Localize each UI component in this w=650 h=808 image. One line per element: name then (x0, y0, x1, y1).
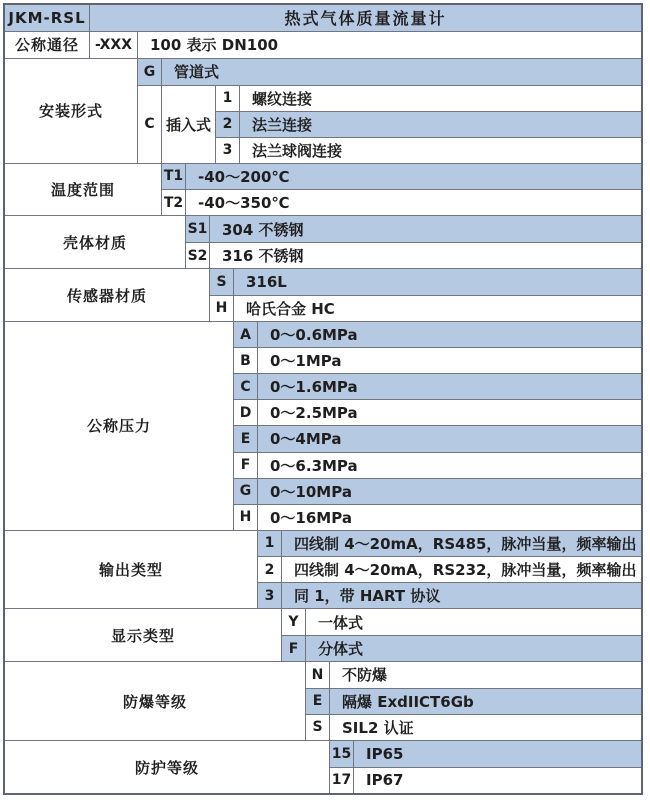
option-desc-cell: 法兰球阀连接 (252, 141, 343, 160)
option-desc-cell: -40～200℃ (198, 167, 290, 186)
option-desc-cell: 分体式 (318, 640, 364, 659)
table-row (234, 504, 641, 530)
section-label: 显示类型 (5, 609, 281, 661)
option-code-cell: G (234, 479, 258, 504)
table-row (138, 59, 641, 85)
option-desc-cell: 0～10MPa (270, 482, 352, 501)
section-label: 温度范围 (5, 164, 161, 216)
section-pressure (5, 321, 641, 529)
table-row (216, 137, 641, 163)
section-label: 传感器材质 (5, 269, 209, 321)
option-code-cell: 2 (258, 557, 282, 582)
option-code-cell: G (138, 59, 162, 85)
section-header (5, 5, 641, 31)
option-code-cell: 1 (216, 86, 240, 111)
section-install-type (5, 58, 641, 163)
option-desc-cell: IP67 (366, 771, 404, 790)
section-label: 防护等级 (5, 741, 329, 793)
table-row (162, 189, 641, 215)
section-explosion-rating (5, 661, 641, 740)
option-code-cell: 17 (330, 768, 354, 793)
option-code-cell: 3 (216, 138, 240, 163)
option-desc-cell: 316 不锈钢 (222, 247, 304, 266)
option-code-cell: H (210, 296, 234, 321)
table-row (234, 322, 641, 347)
option-code-cell: Y (282, 609, 306, 634)
option-desc-cell: 不防爆 (342, 666, 388, 685)
option-desc-cell: 四线制 4～20mA，RS485，脉冲当量，频率输出 (294, 534, 637, 553)
option-desc-cell: 0～1.6MPa (270, 378, 358, 397)
option-code-cell: T1 (162, 164, 186, 189)
section-housing-material (5, 215, 641, 268)
option-code-cell: N (306, 662, 330, 687)
option-desc-cell: 法兰连接 (252, 115, 313, 134)
option-desc-cell: IP65 (366, 744, 404, 763)
option-code-cell: 15 (330, 741, 354, 766)
table-row (306, 688, 641, 714)
table-row (210, 269, 641, 294)
option-code-cell: 3 (258, 583, 282, 608)
section-label: 防爆等级 (5, 662, 305, 740)
option-code-cell: T2 (162, 190, 186, 215)
section-label: 输出类型 (5, 531, 257, 609)
option-desc-cell: 0～6.3MPa (270, 456, 358, 475)
section-display-type (5, 608, 641, 661)
option-code-cell: H (234, 505, 258, 530)
option-code-cell: S (306, 715, 330, 740)
section-protection-rating (5, 740, 641, 793)
option-code-cell: F (282, 636, 306, 661)
option-desc-cell: 0～1MPa (270, 352, 342, 371)
option-code-cell: B (234, 348, 258, 373)
option-code-cell: A (234, 322, 258, 347)
spec-table (3, 3, 643, 795)
table-row (258, 531, 641, 556)
option-code-cell: S2 (186, 243, 210, 268)
table-row (90, 5, 641, 31)
section-temperature (5, 163, 641, 216)
table-row (210, 295, 641, 321)
option-desc-cell: 100 表示 DN100 (150, 36, 279, 55)
option-code-cell: S (210, 269, 234, 294)
product-title: 热式气体质量流量计 (284, 9, 447, 29)
option-code-cell: E (234, 426, 258, 451)
option-code-cell: C (234, 374, 258, 399)
option-desc-cell: 0～2.5MPa (270, 404, 358, 423)
option-code-cell: S1 (186, 216, 210, 241)
section-output-type (5, 530, 641, 609)
table-row (216, 86, 641, 111)
section-label: 公称通径 (5, 32, 89, 58)
option-desc-cell: 哈氏合金 HC (246, 299, 335, 318)
section-label: 公称压力 (5, 322, 233, 529)
option-desc-cell: SIL2 认证 (342, 718, 414, 737)
table-row (186, 242, 641, 268)
table-row (234, 399, 641, 425)
option-desc-cell: 隔爆 ExdIICT6Gb (342, 692, 474, 711)
option-desc-cell: 316L (246, 273, 287, 292)
option-desc-cell: 四线制 4～20mA，RS232，脉冲当量，频率输出 (294, 561, 637, 580)
table-row (330, 741, 641, 766)
option-desc-cell: 一体式 (318, 613, 364, 632)
model-code-cell: JKM-RSL (5, 5, 89, 31)
option-desc-cell: 同 1，带 HART 协议 (294, 587, 441, 606)
option-code-cell: F (234, 453, 258, 478)
table-row (330, 767, 641, 793)
option-code-cell: -XXX (90, 32, 138, 58)
table-row (306, 714, 641, 740)
option-desc-cell: 螺纹连接 (252, 89, 313, 108)
table-row (258, 582, 641, 608)
table-row (162, 164, 641, 189)
table-row (186, 216, 641, 241)
option-desc-cell: 0～16MPa (270, 508, 352, 527)
section-sensor-material (5, 268, 641, 321)
table-row (234, 425, 641, 451)
option-desc-cell: 0～4MPa (270, 430, 342, 449)
table-row (282, 609, 641, 634)
table-row (234, 478, 641, 504)
option-code-cell: E (306, 689, 330, 714)
table-row (234, 452, 641, 478)
insertion-subsection (138, 85, 641, 163)
option-desc-cell: 304 不锈钢 (222, 220, 304, 239)
option-desc-cell: -40～350℃ (198, 194, 290, 213)
option-desc-cell: 0～0.6MPa (270, 326, 358, 345)
table-row (306, 662, 641, 687)
table-row (282, 635, 641, 661)
table-row (90, 32, 641, 58)
section-label: 壳体材质 (5, 216, 185, 268)
table-row (234, 347, 641, 373)
option-code-cell: 2 (216, 112, 240, 137)
section-nominal-diameter (5, 31, 641, 58)
insertion-name-cell: 插入式 (162, 86, 216, 163)
option-code-cell: C (138, 86, 162, 163)
option-code-cell: 1 (258, 531, 282, 556)
table-row (216, 111, 641, 137)
table-row (234, 373, 641, 399)
option-desc-cell: 管道式 (174, 63, 220, 82)
table-row (258, 556, 641, 582)
option-code-cell: D (234, 400, 258, 425)
section-label: 安装形式 (5, 59, 137, 163)
